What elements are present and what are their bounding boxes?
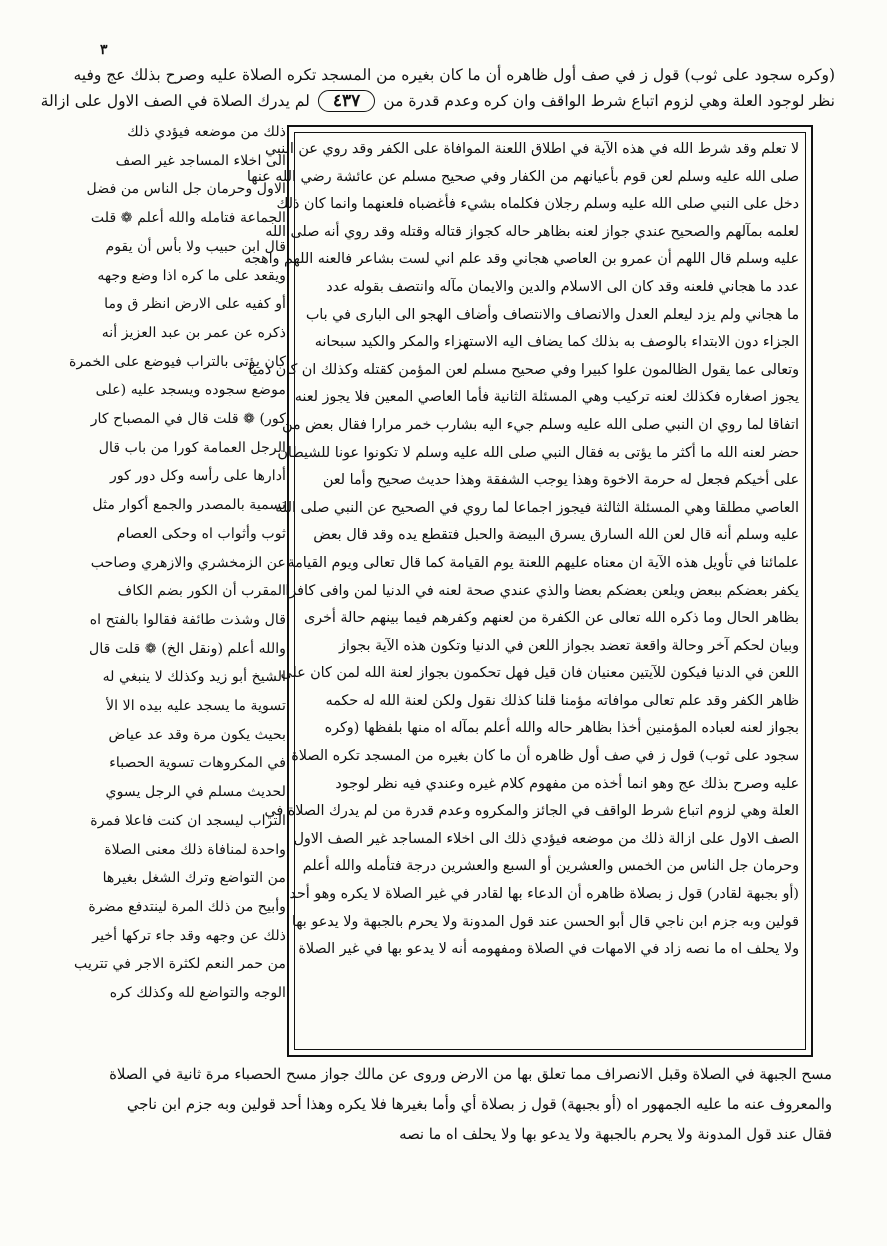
margin-line: موضع سجوده ويسجد عليه (على: [95, 382, 286, 399]
margin-line: أو كفيه على الارض انظر ق وما: [104, 296, 286, 313]
margin-line: الجماعة فتامله والله أعلم ❁ قلت: [90, 210, 286, 227]
margin-line: كور) ❁ قلت قال في المصباح كار: [90, 411, 286, 428]
margin-line: ذلك من موضعه فيؤدي ذلك: [127, 124, 286, 140]
main-line: سجود على ثوب) قول ز في صف أول ظاهره أن ما كان بغيره من المسجد تكره الصلاة: [291, 748, 799, 765]
margin-line: الرجل العمامة كورا من باب قال: [98, 439, 286, 456]
margin-line: كان يؤتى بالتراب فيوضع على الخمرة: [69, 353, 286, 370]
margin-line: قال وشذت طائفة فقالوا بالفتح اه: [89, 611, 286, 628]
main-line: صلى الله عليه وسلم لعن قوم بأعيانهم من الكفار وفي صحيح مسلم عن عائشة رضي الله عنها: [246, 168, 799, 185]
margin-line: ثوب وأثواب اه وحكى العصام: [116, 525, 286, 542]
margin-line: من التواضع وترك الشغل بغيرها: [102, 870, 286, 887]
margin-line: قال ابن حبيب ولا بأس أن يقوم: [105, 238, 286, 255]
main-line: وبيان لحكم آخر وحالة واقعة تعضد بجواز اللعن في الدنيا وتكون هذه الآية بجواز: [339, 637, 799, 654]
margin-line: واحدة لمنافاة ذلك معنى الصلاة: [104, 841, 286, 858]
margin-line: تسمية بالمصدر والجمع أكوار مثل: [92, 497, 286, 514]
margin-line: تسوية ما يسجد عليه بيده الا الأ: [106, 698, 286, 715]
main-line: يجوز اصغاره فكذلك لعنه تركيب وهي المسئلة الثانية فأما العاصي المعين فلا يجوز لعنه: [294, 389, 799, 406]
margin-line: وأبيح من ذلك المرة لينتدفع مضرة: [88, 898, 286, 915]
margin-line: عن الزمخشري والازهري وصاحب: [90, 554, 286, 571]
margin-line: الشيخ أبو زيد وكذلك لا ينبغي له: [102, 669, 286, 686]
main-line: لا تعلم وقد شرط الله في هذه الآية في اطلاق اللعنة الموافاة على الكفر وقد روي عن النبي: [265, 141, 799, 157]
margin-line: الوجه والتواضع لله وكذلك كره: [109, 985, 286, 1002]
main-line: لعلمه بمآلهم والصحيح عندي جواز لعنه بظاهر حاله كجواز قتاله وقتله وقد روي أنه صلى الله: [265, 223, 799, 240]
main-line: العاصي مطلقا وهي المسئلة الثالثة فيجوز اجماعا لما روي في الصحيح عن النبي صلى الله: [275, 499, 799, 516]
header-text: [40, 62, 835, 114]
main-line: على أخيكم فجعل له حرمة الاخوة وهذا يوجب الشفقة وهذا حديث صحيح وأما لعن: [322, 472, 799, 489]
margin-line: المقرب أن الكور بضم الكاف: [117, 583, 286, 600]
main-line: ولا يحلف اه ما نصه زاد في الامهات في الصلاة ومفهومه أنه لا يدعو بها في غير الصلاة: [298, 941, 799, 958]
margin-line: ويقعد على ما كره اذا وضع وجهه: [97, 267, 286, 284]
header-line-2-right: نظر لوجود العلة وهي لزوم اتباع شرط الواقف وان كره وعدم قدرة من: [383, 92, 835, 110]
header-line-1: (وكره سجود على ثوب) قول ز في صف أول ظاهره أن ما كان بغيره من المسجد تكره الصلاة عليه وصرح بذلك عج وفيه: [73, 66, 835, 84]
main-line: قولين وبه جزم ابن ناجي قال أبو الحسن عند قول المدونة ولا يحرم بالجبهة ولا يدعو بها: [291, 913, 799, 930]
main-line: العلة وهي لزوم اتباع شرط الواقف في الجائز والمكروه وعدم قدرة من لم يدرك الصلاة في: [264, 803, 799, 820]
header-line-2-left: لم يدرك الصلاة في الصف الاول على ازالة: [40, 92, 310, 110]
main-line: اللعن في الدنيا فيكون للآيتين معنيان فان قيل فهل تحكمون بجواز لعنة الله لمن كان على: [280, 665, 799, 682]
margin-line: التراب ليسجد ان كنت فاعلا فمرة: [90, 812, 286, 829]
main-line: ظاهر الكفر وقد علم تعالى موافاته مؤمنا قلنا كذلك نقول ولكن لعنة الله له حكمه: [325, 692, 799, 709]
main-line: حضر لعنه الله ما أكثر ما يؤتى به فقال النبي صلى الله عليه وسلم لا تكونوا عونا للشيطان: [277, 444, 799, 461]
main-line: علمائنا في تأويل هذه الآية ان معناه عليهم اللعنة يوم القيامة كما قال تعالى ويوم القيامة: [287, 554, 799, 571]
main-line: عليه وسلم أنه قال لعن الله السارق يسرق البيضة والحبل فتقطع يده وقد قال بعض: [313, 527, 799, 544]
main-line: ما هجاني ولم يزد ليعلم العدل والانصاف والانتصاف وأضاف الهجو الى البارى في باب: [305, 306, 799, 323]
footer-line: فقال عند قول المدونة ولا يحرم بالجبهة ولا يدعو بها ولا يحلف اه ما نصه: [399, 1126, 832, 1143]
main-line: دخل على النبي صلى الله عليه وسلم رجلان فكلماه بشيء فأغضباه فلعنهما وانما كان ذلك: [276, 196, 799, 213]
margin-line: الى اخلاء المساجد غير الصف: [115, 152, 286, 169]
footer-text: [92, 1060, 832, 1150]
main-line: عليه وسلم قال اللهم أن عمرو بن العاصي هجاني وقد علم اني لست بشاعر فالعنه اللهم واهجه: [244, 251, 799, 268]
margin-line: من حمر النعم لكثرة الاجر في تتريب: [74, 956, 286, 973]
margin-line: والله أعلم (ونقل الخ) ❁ قلت قال: [89, 640, 286, 657]
margin-line: لحديث مسلم في الرجل يسوي: [105, 784, 286, 801]
margin-line: في المكروهات تسوية الحصباء: [109, 755, 286, 772]
main-line: وتعالى عما يقول الظالمون علوا كبيرا وفي صحيح مسلم لعن المؤمن كقتله وكذلك ان كان ذميا: [248, 361, 799, 378]
footer-line: مسح الجبهة في الصلاة وقبل الانصراف مما تعلق بها من الارض وروى عن مالك جواز مسح الحصباء مرة ثانية في الصلاة: [109, 1066, 832, 1083]
main-line: بظاهر الحال وما ذكره الله تعالى عن الكفرة من لعنهم وكفرهم فيما بينهم حالة أخرى: [303, 610, 799, 627]
margin-line: ذلك عن وجهه وقد جاء تركها أخير: [92, 927, 286, 944]
footer-line: والمعروف عنه ما عليه الجمهور اه (أو بجبهة) قول ز بصلاة أي وأما بغيرها فلا يكره وهذا أحد قولين وبه جزم ابن ناجي: [126, 1096, 832, 1113]
main-line: اتفاقا لما روي ان النبي صلى الله عليه وسلم جيء اليه بشارب خمر مرارا فقال بعض من: [281, 416, 799, 433]
main-line: الجزاء دون الابتداء بالوصف به بذلك كما يضاف اليه الاستهزاء والمكر والكيد سبحانه: [314, 334, 799, 351]
main-line: يكفر بعضكم ببعض ويلعن بعضكم بعضا والذي عندي صحة لعنه في الدنيا لمن وافى كافرا: [285, 582, 799, 599]
header-line-2: [40, 88, 835, 114]
page-mark: ٣: [100, 42, 108, 58]
margin-line: أدارها على رأسه وكل دور كور: [110, 468, 286, 485]
margin-line: بحيث يكون مرة وقد عد عياض: [108, 726, 286, 743]
margin-line: ذكره عن عمر بن عبد العزيز أنه: [101, 324, 286, 341]
main-line: الصف الاول على ازالة ذلك من موضعه فيؤدي ذلك الى اخلاء المساجد غير الصف الاول: [293, 830, 799, 847]
main-line: وحرمان جل الناس من الخمس والعشرين أو السبع والعشرين درجة فتأمله والله أعلم: [302, 858, 799, 875]
main-line: عدد ما هجاني فلعنه وقد كان الى الاسلام والدين والايمان مآله وانتصف بقوله عدد: [326, 278, 799, 295]
main-text: [244, 136, 799, 964]
page-number: ٤٣٧: [318, 90, 375, 112]
main-line: عليه وصرح بذلك عج وهو انما أخذه من مفهوم كلام غيره وعندي فيه نظر لوجود: [335, 775, 799, 792]
margin-line: الاول وحرمان جل الناس من فضل: [86, 181, 286, 198]
main-line: بجواز لعنه لعباده المؤمنين أخذا بظاهر حاله والله أعلم بمآله اه منها بلفظها (وكره: [324, 720, 799, 737]
main-line: (أو بجبهة لقادر) قول ز بصلاة ظاهره أن الدعاء بها لقادر في غير الصلاة لا يكره وهو أحد: [289, 886, 799, 903]
